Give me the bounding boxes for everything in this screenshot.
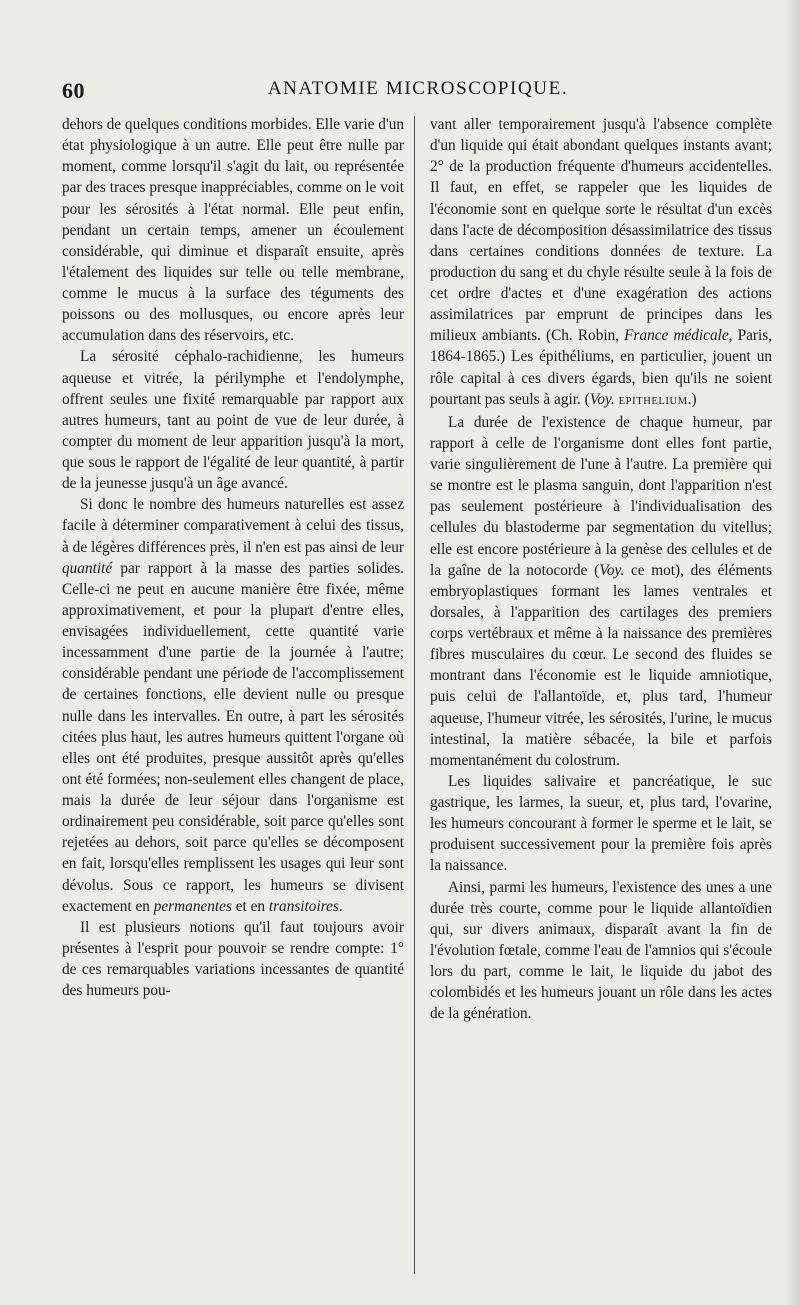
- text-run: et en: [231, 897, 269, 915]
- text-run: La durée de l'existence de chaque humeur, par rapport à celle de l'organisme dont elles font partie, varie singulièrement de l'une à l'autre. La première qui se montre est le plasma sanguin, dont l'apparition n'est pas seulement postérieure à l'individualisation des cellules du blastoderme par segmentation du vitellus; elle est encore postérieure à la genèse des cellules et de la gaîne de la notocorde (: [430, 413, 772, 579]
- italic-term: Voy.: [599, 561, 625, 579]
- small-caps-reference: EPITHELIUM: [618, 395, 688, 407]
- italic-term: permanentes: [153, 897, 232, 915]
- left-column: [62, 114, 404, 1001]
- page-number: 60: [62, 78, 85, 103]
- text-run: , Paris, 1864-1865.) Les épithéliums, en particulier, jouent un rôle capital à ces divers égards, bien qu'ils ne soient pourtant pas seuls à agir. (: [430, 327, 772, 408]
- italic-term: France médicale: [624, 327, 729, 345]
- text-run: par rapport à la masse des parties solides. Celle-ci ne peut en aucune manière être fixée, même approximativement, et pour la plupart d'entre elles, envisagées individuellement, cette quantité varie incessamment d'une partie de la journée à l'autre; considérable pendant une période de l'accomplissement de certaines fonctions, elle devient nulle ou presque nulle dans les intervalles. En outre, à part les sérosités citées plus haut, les autres humeurs quittent l'organe où elles ont été produites, presque aussitôt après qu'elles ont été formées; non-seulement elles changent de place, mais la durée de leur séjour dans l'organisme est ordinairement peu considérable, soit parce qu'elles sont rejetées au dehors, soit parce qu'elles se décomposent en fait, lorsqu'elles remplissent les usages qui leur sont dévolus. Sous ce rapport, les humeurs se divisent exactement en: [62, 559, 404, 915]
- italic-term: transitoires: [268, 897, 339, 915]
- right-paragraph-2: [430, 412, 772, 771]
- running-head: ANATOMIE MICROSCOPIQUE.: [267, 78, 569, 99]
- text-run: .): [687, 390, 697, 408]
- right-paragraph-4: Ainsi, parmi les humeurs, l'existence des unes a une durée très courte, comme pour le liquide allantoïdien qui, sur divers animaux, disparaît avant la fin de l'évolution fœtale, comme l'eau de l'amnios qui s'écoule lors du part, comme le lait, le liquide du jabot des colombidés et les humeurs jouant un rôle dans les actes de la génération.: [430, 878, 772, 1023]
- text-run: Si donc le nombre des humeurs naturelles est assez facile à déterminer comparativement à celui des tissus, à de légères différences près, il n'en est pas ainsi de leur: [62, 496, 404, 556]
- page-edge-shadow: [784, 0, 800, 1305]
- left-paragraph-1: dehors de quelques conditions morbides. Elle varie d'un état physiologique à un autre. Elle peut être nulle par moment, comme lorsqu'il s'agit du lait, ou représentée par des traces presque inappréciables, comme on le voit pour les sérosités à l'état normal. Elle peut enfin, pendant un certain temps, amener un écoulement considérable, qui diminue et disparaît ensuite, après l'étalement des liquides sur telle ou telle membrane, comme le mucus à la surface des téguments des poissons ou des mollusques, ou encore après leur accumulation dans des réservoirs, etc.: [62, 116, 404, 345]
- text-run: ce mot), des éléments embryoplastiques formant les lames ventrales et dorsales, à l'apparition des cartilages des premiers corps vertébraux et même à la naissance des premières fibres musculaires du cœur. Le second des fluides se montrant dans l'économie est le liquide amniotique, puis celui de l'allantoïde, et, plus tard, l'humeur aqueuse, l'humeur vitrée, les sérosités, l'urine, le mucus intestinal, la matière sébacée, la bile et parfois momentanément du colostrum.: [430, 561, 772, 769]
- text-run: vant aller temporairement jusqu'à l'absence complète d'un liquide qui était abondant quelques instants avant; 2° de la production fréquente d'humeurs accidentelles. Il faut, en effet, se rappeler que les liquides de l'économie sont en quelque sorte le résultat d'un excès dans l'acte de décomposition désassimilatrice des tissus dans certaines conditions données de texture. La production du sang et du chyle résulte seule à la fois de cet ordre d'actes et d'une exagération des actions assimilatrices par emprunt de principes dans les milieux ambiants. (Ch. Robin,: [430, 116, 772, 345]
- text-run: .: [338, 897, 343, 915]
- column-divider: [414, 116, 415, 1274]
- italic-term: quantité: [62, 559, 113, 577]
- right-paragraph-1: [430, 114, 772, 412]
- page-header: [62, 78, 774, 110]
- left-paragraph-4: Il est plusieurs notions qu'il faut toujours avoir présentes à l'esprit pour pouvoir se rendre compte: 1° de ces remarquables variations incessantes de quantité des humeurs pou-: [62, 918, 404, 1000]
- left-paragraph-3: [62, 494, 404, 917]
- italic-term: Voy.: [589, 390, 615, 408]
- left-paragraph-2: La sérosité céphalo-rachidienne, les humeurs aqueuse et vitrée, la périlymphe et l'endolymphe, offrent seules une fixité remarquable par rapport aux autres humeurs, tant au point de vue de leur durée, à compter du moment de leur apparition jusqu'à la mort, que sous le rapport de l'égalité de leur quantité, à partir de la jeunesse jusqu'à un âge avancé.: [62, 348, 404, 493]
- right-column: [430, 114, 772, 1024]
- right-paragraph-3: Les liquides salivaire et pancréatique, le suc gastrique, les larmes, la sueur, et, plus tard, l'ovarine, les humeurs concourant à former le sperme et le lait, se produisent successivement pour la première fois après la naissance.: [430, 772, 772, 875]
